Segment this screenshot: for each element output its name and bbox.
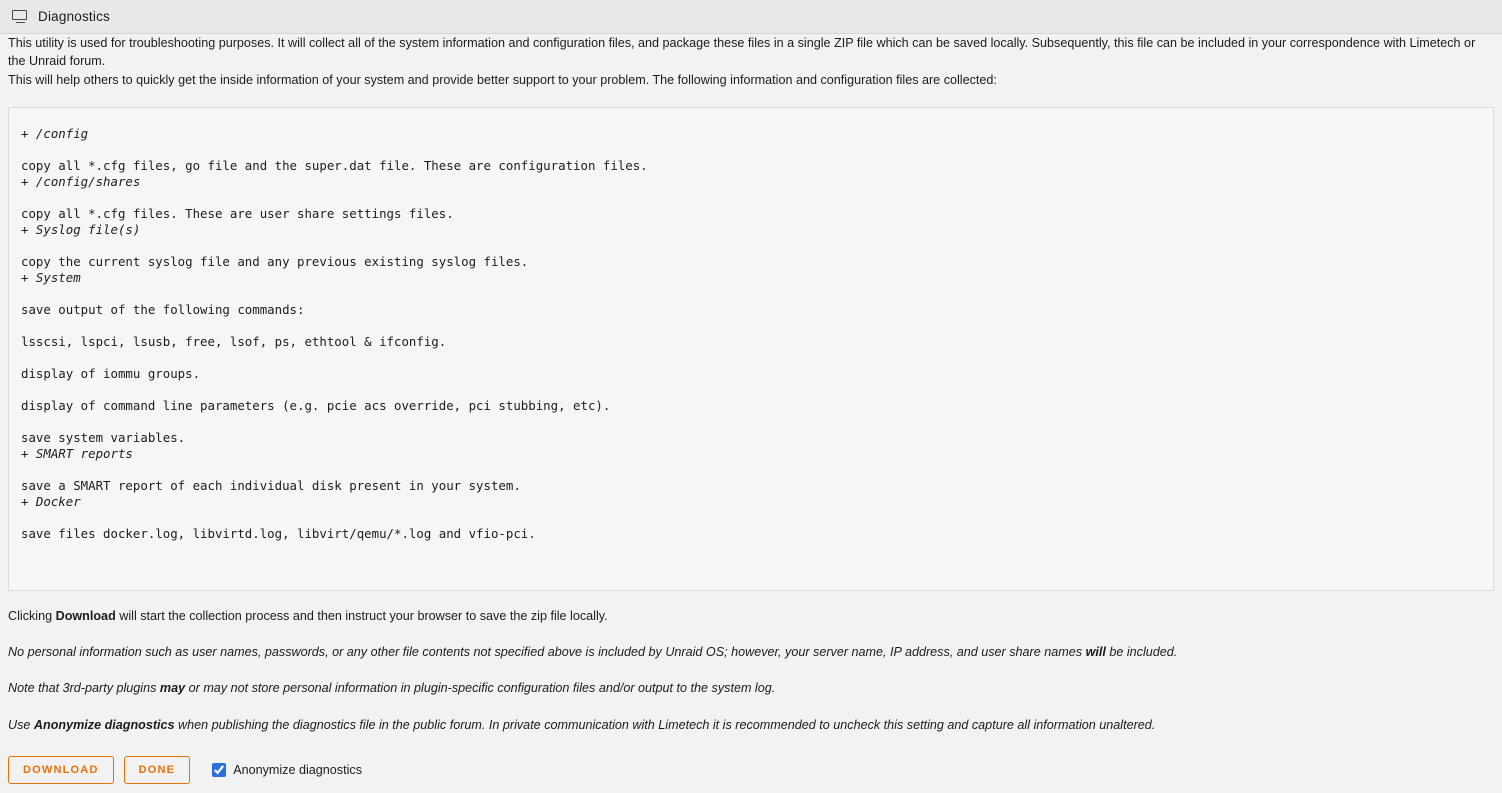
diagnostics-content [0, 34, 1502, 784]
note-anonymize [8, 716, 1494, 734]
code-line: save output of the following commands: [21, 301, 305, 317]
note-plugins-bold: may [159, 681, 186, 696]
action-bar [8, 756, 1494, 784]
window-titlebar [0, 0, 1502, 34]
note-download-suffix: will start the collection process and then instruct your browser to save the zip file locally. [115, 608, 608, 623]
collected-files-list [8, 107, 1494, 591]
code-line: + SMART reports [21, 445, 133, 461]
done-button[interactable]: DONE [124, 756, 191, 784]
note-privacy-bold: will [1085, 645, 1106, 659]
code-line: copy the current syslog file and any previous existing syslog files. [21, 253, 529, 269]
note-anonymize-bold: Anonymize diagnostics [33, 717, 175, 732]
code-line: + System [21, 269, 81, 285]
code-line: display of iommu groups. [21, 365, 201, 381]
monitor-icon [12, 10, 29, 24]
note-plugins-prefix: Note that 3rd-party plugins [8, 681, 160, 696]
intro-paragraph-2: This will help others to quickly get the inside information of your system and provide better support to your problem. The following information and configuration files are collected: [8, 72, 997, 87]
note-anonymize-suffix: when publishing the diagnostics file in the public forum. In private communication with Limetech it is recommended to uncheck this setting and capture all information unaltered. [174, 717, 1156, 732]
note-anonymize-prefix: Use [8, 717, 34, 732]
code-line: + Docker [21, 493, 81, 509]
anonymize-diagnostics-checkbox[interactable] [212, 763, 226, 777]
note-download-prefix: Clicking [8, 608, 56, 623]
note-privacy-prefix: No personal information such as user names, passwords, or any other file contents not specified above is included by Unraid OS; however, your server name, IP address, and user share names [8, 645, 1086, 659]
intro-paragraph-1: This utility is used for troubleshooting purposes. It will collect all of the system information and configuration files, and package these files in a single ZIP file which can be saved locally. Subsequently, this file can be included in your correspondence with Limetech or the Unraid forum. [8, 36, 1476, 69]
note-plugins-suffix: or may not store personal information in plugin-specific configuration files and/or output to the system log. [185, 681, 776, 696]
code-line: lsscsi, lspci, lsusb, free, lsof, ps, ethtool & ifconfig. [21, 333, 447, 349]
code-line: save a SMART report of each individual disk present in your system. [21, 477, 521, 493]
note-privacy-suffix: be included. [1105, 645, 1178, 659]
page-title: Diagnostics [38, 9, 110, 24]
code-line: copy all *.cfg files. These are user share settings files. [21, 205, 454, 221]
code-line: save files docker.log, libvirtd.log, libvirt/qemu/*.log and vfio-pci. [21, 525, 536, 541]
code-line: + /config/shares [21, 173, 141, 189]
code-line: display of command line parameters (e.g. pcie acs override, pci stubbing, etc). [21, 397, 611, 413]
code-line: + /config [21, 125, 89, 141]
note-download-bold: Download [55, 608, 116, 623]
note-privacy [8, 643, 1494, 661]
code-line: + Syslog file(s) [21, 221, 141, 237]
note-download [8, 607, 1494, 625]
anonymize-diagnostics-label[interactable]: Anonymize diagnostics [233, 762, 362, 777]
code-line: copy all *.cfg files, go file and the super.dat file. These are configuration files. [21, 157, 648, 173]
note-plugins [8, 679, 1494, 697]
download-button[interactable]: DOWNLOAD [8, 756, 114, 784]
code-line: save system variables. [21, 429, 186, 445]
footnotes [8, 607, 1494, 734]
anonymize-diagnostics-field [212, 763, 362, 777]
